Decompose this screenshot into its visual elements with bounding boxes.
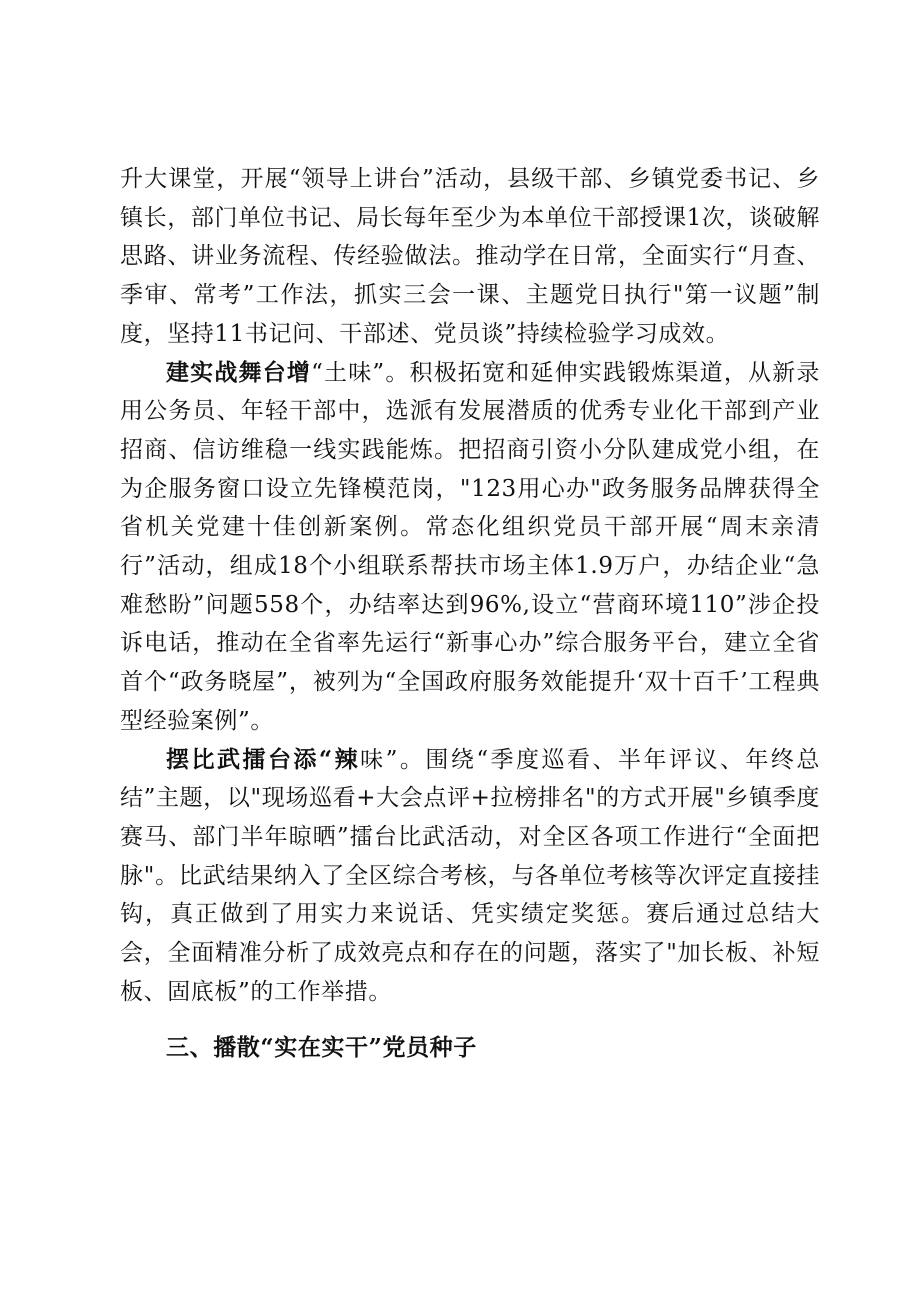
paragraph-body-competition-arena: 味”。围绕“季度巡看、半年评议、年终总结”主题，以"现场巡看+大会点评+拉榜排名"的方式开展"乡镇季度赛马、部门半年晾晒”擂台比武活动，对全区各项工作进行“全面把脉"。比武结果纳入了全区综合考核，与各单位考核等次评定直接挂钩，真正做到了用实力来说话、凭实绩定奖惩。赛后通过总结大会，全面精准分析了成效亮点和存在的问题，落实了"加长板、补短板、固底板”的工作举措。: [120, 746, 820, 1005]
section-heading: 三、播散“实在实干”党员种子: [166, 1034, 477, 1062]
paragraph-practice-stage: [120, 354, 820, 741]
document-body: [120, 160, 820, 1068]
paragraph-body-practice-stage: “土味”。积极拓宽和延伸实践锻炼渠道，从新录用公务员、年轻干部中，选派有发展潜质的优秀专业化干部到产业招商、信访维稳一线实践能炼。把招商引资小分队建成党小组，在为企服务窗口设立先锋模范岗，"123用心办"政务服务品牌获得全省机关党建十佳创新案例。常态化组织党员干部开展“周末亲清行”活动，组成18个小组联系帮扶市场主体1.9万户，办结企业“急难愁盼”问题558个，办结率达到96%,设立“营商环境110”涉企投诉电话，推动在全省率先运行“新事心办”综合服务平台，建立全省首个“政务晓屋”，被列为“全国政府服务效能提升‘双十百千’工程典型经验案例”。: [120, 359, 820, 734]
paragraph-lead-practice-stage: 建实战舞台增: [166, 358, 312, 386]
paragraph-competition-arena: [120, 741, 820, 1012]
paragraph-lead-competition-arena: 摆比武擂台添“辣: [166, 745, 361, 773]
paragraph-continuation: 升大课堂，开展“领导上讲台”活动，县级干部、乡镇党委书记、乡镇长，部门单位书记、局长每年至少为本单位干部授课1次，谈破解思路、讲业务流程、传经验做法。推动学在日常，全面实行“月查、季审、常考”工作法，抓实三会一课、主题党日执行"第一议题”制度，坚持11书记问、干部述、党员谈”持续检验学习成效。: [120, 166, 820, 347]
